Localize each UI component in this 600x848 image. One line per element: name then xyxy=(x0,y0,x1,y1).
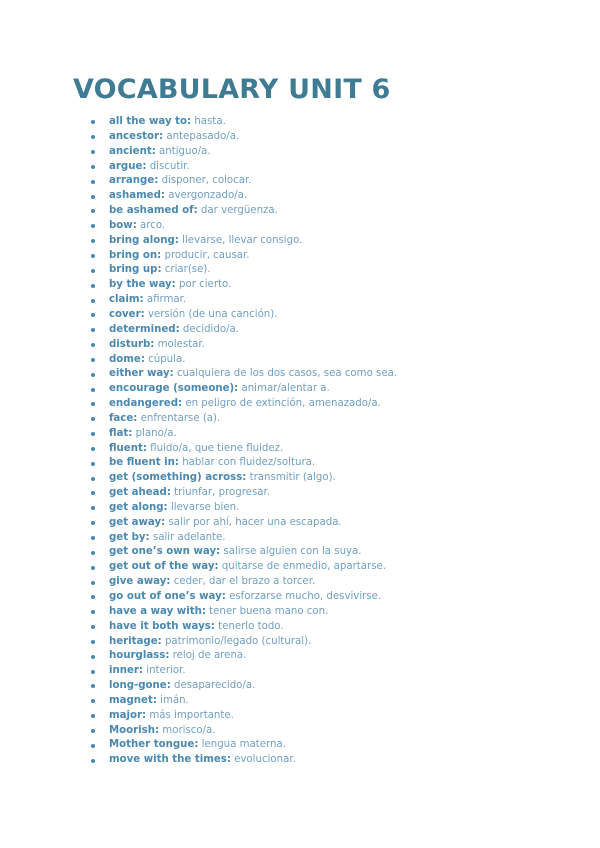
vocab-definition: dar vergüenza. xyxy=(200,205,278,217)
vocab-term: ashamed: xyxy=(109,190,165,202)
vocab-term: magnet: xyxy=(109,694,157,706)
vocab-definition: lengua materna. xyxy=(201,739,286,751)
vocab-definition: decidido/a. xyxy=(182,323,239,335)
list-item xyxy=(0,278,600,293)
list-item xyxy=(0,130,600,145)
vocab-definition: triunfar, progresar. xyxy=(174,487,270,499)
vocab-definition: más importante. xyxy=(149,709,234,721)
list-item xyxy=(0,724,600,739)
bullet-icon xyxy=(91,595,95,599)
vocab-term: ancestor: xyxy=(109,130,164,142)
vocab-definition: enfrentarse (a). xyxy=(140,412,221,424)
vocab-term: face: xyxy=(109,412,138,424)
vocab-term: fluent: xyxy=(109,442,147,454)
bullet-icon xyxy=(91,640,95,644)
bullet-icon xyxy=(91,684,95,688)
bullet-icon xyxy=(91,670,95,674)
vocab-term: get (something) across: xyxy=(109,472,247,484)
bullet-icon xyxy=(91,729,95,733)
vocabulary-list xyxy=(0,115,600,768)
list-item xyxy=(0,145,600,160)
vocab-definition: producir, causar. xyxy=(164,249,250,261)
bullet-icon xyxy=(91,195,95,199)
bullet-icon xyxy=(91,759,95,763)
list-item xyxy=(0,219,600,234)
bullet-icon xyxy=(91,180,95,184)
vocab-definition: salir por ahí, hacer una escapada. xyxy=(168,516,342,528)
bullet-icon xyxy=(91,328,95,332)
list-item xyxy=(0,545,600,560)
vocab-term: by the way: xyxy=(109,279,176,291)
vocab-term: disturb: xyxy=(109,338,155,350)
list-item xyxy=(0,115,600,130)
bullet-icon xyxy=(91,284,95,288)
list-item xyxy=(0,234,600,249)
bullet-icon xyxy=(91,477,95,481)
vocab-term: get along: xyxy=(109,501,168,513)
vocab-definition: avergonzado/a. xyxy=(168,190,248,202)
vocab-definition: criar(se). xyxy=(164,264,211,276)
vocab-term: long-gone: xyxy=(109,680,171,692)
list-item xyxy=(0,649,600,664)
vocab-term: flat: xyxy=(109,427,133,439)
vocab-term: bring on: xyxy=(109,249,162,261)
list-item xyxy=(0,738,600,753)
vocab-term: cover: xyxy=(109,308,145,320)
vocab-definition: patrimonio/legado (cultural). xyxy=(164,635,312,647)
bullet-icon xyxy=(91,625,95,629)
vocab-definition: morisco/a. xyxy=(162,724,216,736)
vocab-term: endangered: xyxy=(109,398,183,410)
vocab-definition: salirse alguien con la suya. xyxy=(223,546,362,558)
vocab-term: inner: xyxy=(109,665,144,677)
bullet-icon xyxy=(91,699,95,703)
vocab-term: get ahead: xyxy=(109,487,171,499)
vocab-term: determined: xyxy=(109,323,180,335)
bullet-icon xyxy=(91,269,95,273)
vocab-definition: cúpula. xyxy=(148,353,186,365)
list-item xyxy=(0,694,600,709)
vocab-definition: tenerlo todo. xyxy=(218,620,284,632)
vocab-definition: hasta. xyxy=(194,116,226,127)
bullet-icon xyxy=(91,417,95,421)
vocab-definition: por cierto. xyxy=(179,279,232,291)
list-item xyxy=(0,590,600,605)
vocab-term: dome: xyxy=(109,353,145,365)
vocab-definition: antiguo/a. xyxy=(159,145,211,157)
bullet-icon xyxy=(91,313,95,317)
bullet-icon xyxy=(91,239,95,243)
vocab-term: be fluent in: xyxy=(109,457,179,469)
list-item xyxy=(0,605,600,620)
vocab-definition: quitarse de enmedio, apartarse. xyxy=(221,561,387,573)
vocab-definition: arco. xyxy=(140,219,166,231)
list-item xyxy=(0,204,600,219)
vocab-definition: animar/alentar a. xyxy=(241,383,330,395)
list-item xyxy=(0,486,600,501)
list-item xyxy=(0,249,600,264)
vocab-term: get away: xyxy=(109,516,166,528)
bullet-icon xyxy=(91,135,95,139)
vocab-term: all the way to: xyxy=(109,116,192,127)
list-item xyxy=(0,397,600,412)
list-item xyxy=(0,293,600,308)
bullet-icon xyxy=(91,744,95,748)
list-item xyxy=(0,679,600,694)
bullet-icon xyxy=(91,388,95,392)
vocab-definition: salir adelante. xyxy=(152,531,226,543)
bullet-icon xyxy=(91,581,95,585)
vocab-definition: tener buena mano con. xyxy=(209,605,329,617)
vocab-term: argue: xyxy=(109,160,147,172)
vocab-definition: cualquiera de los dos casos, sea como sea. xyxy=(176,368,398,380)
bullet-icon xyxy=(91,655,95,659)
vocab-definition: plano/a. xyxy=(135,427,177,439)
vocab-term: get one’s own way: xyxy=(109,546,221,558)
list-item xyxy=(0,174,600,189)
list-item xyxy=(0,338,600,353)
list-item xyxy=(0,456,600,471)
vocab-term: encourage (someone): xyxy=(109,383,239,395)
vocab-definition: fluido/a, que tiene fluidez. xyxy=(150,442,284,454)
vocab-term: Mother tongue: xyxy=(109,739,199,751)
vocab-definition: interior. xyxy=(146,665,186,677)
bullet-icon xyxy=(91,373,95,377)
bullet-icon xyxy=(91,402,95,406)
list-item xyxy=(0,427,600,442)
bullet-icon xyxy=(91,120,95,124)
vocab-definition: transmitir (algo). xyxy=(249,472,336,484)
vocab-definition: evolucionar. xyxy=(234,754,296,766)
vocab-term: Moorish: xyxy=(109,724,160,736)
vocab-term: give away: xyxy=(109,576,171,588)
vocab-definition: hablar con fluidez/soltura. xyxy=(182,457,316,469)
vocab-term: be ashamed of: xyxy=(109,205,198,217)
vocab-term: bring along: xyxy=(109,234,179,246)
vocab-definition: afirmar. xyxy=(146,294,187,306)
list-item xyxy=(0,353,600,368)
list-item xyxy=(0,382,600,397)
vocab-term: hourglass: xyxy=(109,650,170,662)
list-item xyxy=(0,323,600,338)
bullet-icon xyxy=(91,358,95,362)
bullet-icon xyxy=(91,343,95,347)
list-item xyxy=(0,189,600,204)
vocab-definition: imán. xyxy=(160,694,189,706)
list-item xyxy=(0,516,600,531)
list-item xyxy=(0,664,600,679)
list-item xyxy=(0,560,600,575)
vocab-term: ancient: xyxy=(109,145,156,157)
vocab-definition: discutir. xyxy=(149,160,190,172)
list-item xyxy=(0,620,600,635)
vocab-definition: versión (de una canción). xyxy=(147,308,278,320)
vocab-term: have it both ways: xyxy=(109,620,215,632)
vocab-term: heritage: xyxy=(109,635,162,647)
list-item xyxy=(0,367,600,382)
list-item xyxy=(0,308,600,323)
list-item xyxy=(0,709,600,724)
vocab-definition: molestar. xyxy=(157,338,205,350)
bullet-icon xyxy=(91,506,95,510)
bullet-icon xyxy=(91,432,95,436)
page-title: VOCABULARY UNIT 6 xyxy=(73,74,391,105)
vocab-term: bring up: xyxy=(109,264,162,276)
bullet-icon xyxy=(91,714,95,718)
vocab-term: either way: xyxy=(109,368,174,380)
bullet-icon xyxy=(91,551,95,555)
vocab-definition: antepasado/a. xyxy=(166,130,240,142)
bullet-icon xyxy=(91,462,95,466)
list-item xyxy=(0,412,600,427)
vocab-definition: llevarse, llevar consigo. xyxy=(182,234,303,246)
vocab-definition: reloj de arena. xyxy=(172,650,247,662)
bullet-icon xyxy=(91,254,95,258)
bullet-icon xyxy=(91,566,95,570)
vocab-term: get out of the way: xyxy=(109,561,219,573)
bullet-icon xyxy=(91,299,95,303)
vocab-definition: llevarse bien. xyxy=(170,501,240,513)
bullet-icon xyxy=(91,150,95,154)
vocab-definition: esforzarse mucho, desvivirse. xyxy=(229,591,382,602)
bullet-icon xyxy=(91,536,95,540)
vocab-term: get by: xyxy=(109,531,150,543)
vocab-term: move with the times: xyxy=(109,754,231,766)
list-item xyxy=(0,160,600,175)
vocab-definition: en peligro de extinción, amenazado/a. xyxy=(185,398,381,410)
list-item xyxy=(0,753,600,768)
list-item xyxy=(0,471,600,486)
vocab-term: go out of one’s way: xyxy=(109,591,226,602)
list-item xyxy=(0,635,600,650)
bullet-icon xyxy=(91,209,95,213)
vocab-term: claim: xyxy=(109,294,144,306)
vocab-term: bow: xyxy=(109,219,137,231)
bullet-icon xyxy=(91,447,95,451)
vocab-term: arrange: xyxy=(109,175,159,187)
bullet-icon xyxy=(91,165,95,169)
bullet-icon xyxy=(91,224,95,228)
vocab-term: major: xyxy=(109,709,147,721)
vocab-definition: ceder, dar el brazo a torcer. xyxy=(173,576,316,588)
vocab-term: have a way with: xyxy=(109,605,206,617)
list-item xyxy=(0,501,600,516)
bullet-icon xyxy=(91,521,95,525)
bullet-icon xyxy=(91,491,95,495)
vocab-definition: desaparecido/a. xyxy=(174,680,256,692)
list-item xyxy=(0,263,600,278)
list-item xyxy=(0,442,600,457)
bullet-icon xyxy=(91,610,95,614)
list-item xyxy=(0,531,600,546)
list-item xyxy=(0,575,600,590)
vocab-definition: disponer, colocar. xyxy=(161,175,252,187)
